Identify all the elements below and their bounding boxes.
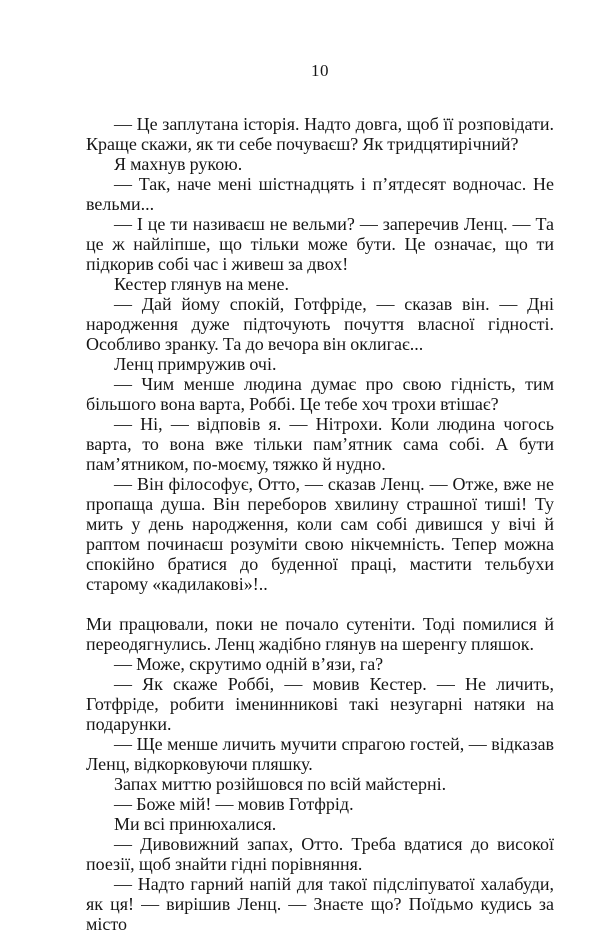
paragraph: — Це заплутана історія. Надто довга, щоб її розповідати. Краще скажи, як ти себе почуваєш? Як тридцятирічний? [86,114,554,154]
paragraph: — Він філософує, Отто, — сказав Ленц. — Отже, вже не пропаща душа. Він переборов хвилину страшної тиші! Ту мить у день народження, коли сам собі дивишся у вічі й раптом починаєш розуміти свою нікчемність. Тепер можна спокійно братися до буденної праці, мастити тельбухи старому «кадилакові»!.. [86,474,554,594]
paragraph: Я махнув рукою. [114,154,243,174]
paragraph: — Ні, — відповів я. — Нітрохи. Коли людина чогось варта, то вона вже тільки пам’ятник сама собі. А бути пам’ятником, по-моєму, тяжко й нудно. [86,414,554,474]
paragraph: — І це ти називаєш не вельми? — заперечив Ленц. — Та це ж найліпше, що тільки може бути. Це означає, що ти підкорив собі час і живеш за двох! [86,214,554,274]
paragraph: — Дай йому спокій, Готфріде, — сказав він. — Дні народження дуже підточують почуття власної гідності. Особливо зранку. Та до вечора він оклигає... [86,294,554,354]
paragraph: — Так, наче мені шістнадцять і п’ятдесят водночас. Не вельми... [86,174,554,214]
paragraph: — Чим менше людина думає про свою гідність, тим більшого вона варта, Роббі. Це тебе хоч трохи втішає? [86,374,554,414]
paragraph: — Боже мій! — мовив Готфрід. [114,794,354,814]
paragraph: — Як скаже Роббі, — мовив Кестер. — Не личить, Готфріде, робити іменинникові такі незугарні натяки на подарунки. [86,674,554,734]
paragraph: — Надто гарний напій для такої підсліпуватої халабуди, як ця! — вирішив Ленц. — Знаєте що? Поїдьмо кудись за місто [86,874,554,934]
paragraph: Запах миттю розійшовся по всій майстерні. [114,774,447,794]
paragraph: Кестер глянув на мене. [114,274,290,294]
paragraph: Ми працювали, поки не почало сутеніти. Тоді помилися й переодягнулись. Ленц жадібно глянув на шеренгу пляшок. [86,614,554,654]
page-number: 10 [311,61,329,80]
paragraph: — Дивовижний запах, Отто. Треба вдатися до високої поезії, щоб знайти гідні порівняння. [86,834,554,874]
text-column [86,114,554,934]
paragraph: Ми всі принюхалися. [114,814,277,834]
paragraph: Ленц примружив очі. [114,354,277,374]
paragraph: — Може, скрутимо одній в’язи, га? [114,654,384,674]
paragraph: — Ще менше личить мучити спрагою гостей, — відказав Ленц, відкорковуючи пляшку. [86,734,554,774]
